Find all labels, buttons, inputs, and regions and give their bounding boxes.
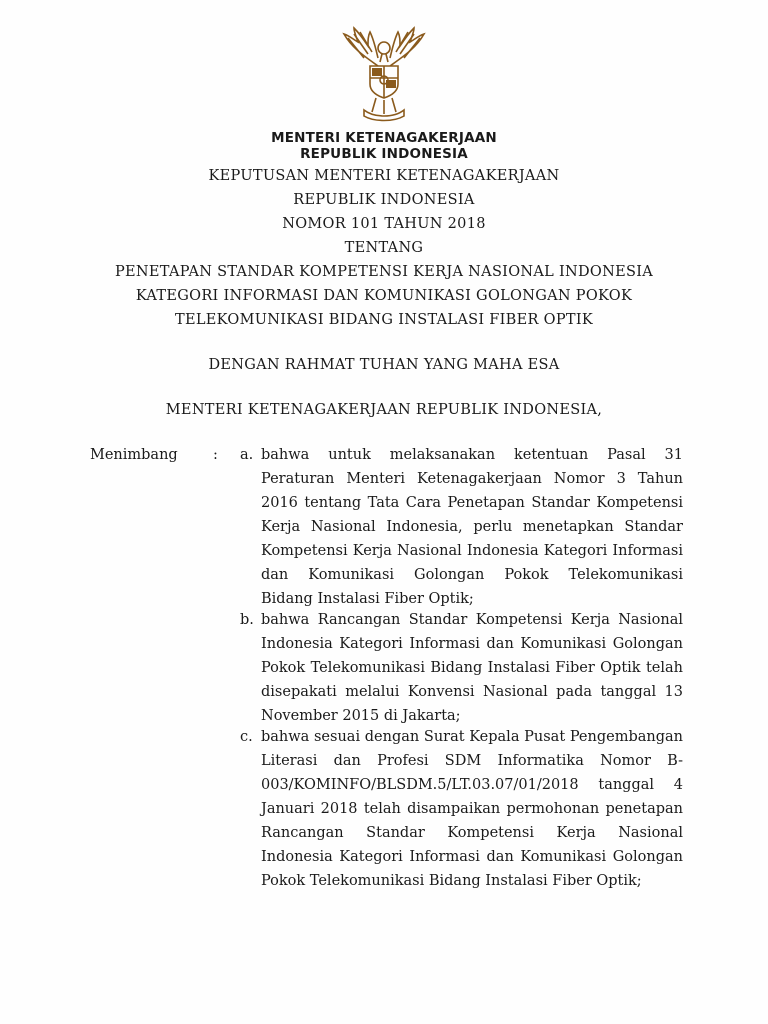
item-a-letter: a. (240, 447, 254, 463)
decree-title-line2: REPUBLIK INDONESIA (293, 192, 475, 208)
ministry-name-line2: REPUBLIK INDONESIA (300, 146, 468, 162)
decree-about: TENTANG (344, 240, 424, 256)
decree-subject-line1: PENETAPAN STANDAR KOMPETENSI KERJA NASIONAL INDONESIA (114, 264, 654, 280)
item-b-line: Indonesia Kategori Informasi dan Komunikasi Golongan (261, 636, 683, 652)
item-b-line: disepakati melalui Konvensi Nasional pada tanggal 13 (261, 684, 683, 700)
item-a-line: Peraturan Menteri Ketenagakerjaan Nomor 3 Tahun (261, 471, 683, 487)
item-a-line: 2016 tentang Tata Cara Penetapan Standar Kompetensi (261, 495, 683, 511)
decree-subject-line2: KATEGORI INFORMASI DAN KOMUNIKASI GOLONGAN POKOK (135, 288, 633, 304)
item-c-line: Januari 2018 telah disampaikan permohonan penetapan (261, 801, 683, 817)
item-c-line: Literasi dan Profesi SDM Informatika Nomor B- (261, 753, 683, 769)
item-a-line: Kompetensi Kerja Nasional Indonesia Kategori Informasi (261, 543, 683, 559)
ministry-name-line1: MENTERI KETENAGAKERJAAN (271, 130, 497, 146)
item-b-line: November 2015 di Jakarta; (261, 708, 461, 724)
item-a-line: dan Komunikasi Golongan Pokok Telekomunikasi (261, 567, 683, 583)
item-a-line: Bidang Instalasi Fiber Optik; (261, 591, 474, 607)
considering-label: Menimbang (90, 447, 178, 463)
item-b-line: bahwa Rancangan Standar Kompetensi Kerja Nasional (261, 612, 683, 628)
decree-subject-line3: TELEKOMUNIKASI BIDANG INSTALASI FIBER OPTIK (174, 312, 594, 328)
decree-number: NOMOR 101 TAHUN 2018 (282, 216, 486, 232)
item-a-line: bahwa untuk melaksanakan ketentuan Pasal 31 (261, 447, 683, 463)
item-c-line: Indonesia Kategori Informasi dan Komunikasi Golongan (261, 849, 683, 865)
item-b-letter: b. (240, 612, 254, 628)
item-c-letter: c. (240, 729, 253, 745)
decree-title-line1: KEPUTUSAN MENTERI KETENAGAKERJAAN (208, 168, 560, 184)
authority-line: MENTERI KETENAGAKERJAAN REPUBLIK INDONESIA, (165, 402, 603, 418)
item-c-line: bahwa sesuai dengan Surat Kepala Pusat Pengembangan (261, 729, 683, 745)
item-c-line: Rancangan Standar Kompetensi Kerja Nasional (261, 825, 683, 841)
blessing-line: DENGAN RAHMAT TUHAN YANG MAHA ESA (208, 357, 560, 373)
garuda-emblem-icon (334, 26, 434, 126)
considering-colon: : (213, 447, 218, 463)
item-a-line: Kerja Nasional Indonesia, perlu menetapkan Standar (261, 519, 683, 535)
item-b-line: Pokok Telekomunikasi Bidang Instalasi Fiber Optik telah (261, 660, 683, 676)
item-c-line: Pokok Telekomunikasi Bidang Instalasi Fiber Optik; (261, 873, 642, 889)
item-c-line: 003/KOMINFO/BLSDM.5/LT.03.07/01/2018 tanggal 4 (261, 777, 683, 793)
